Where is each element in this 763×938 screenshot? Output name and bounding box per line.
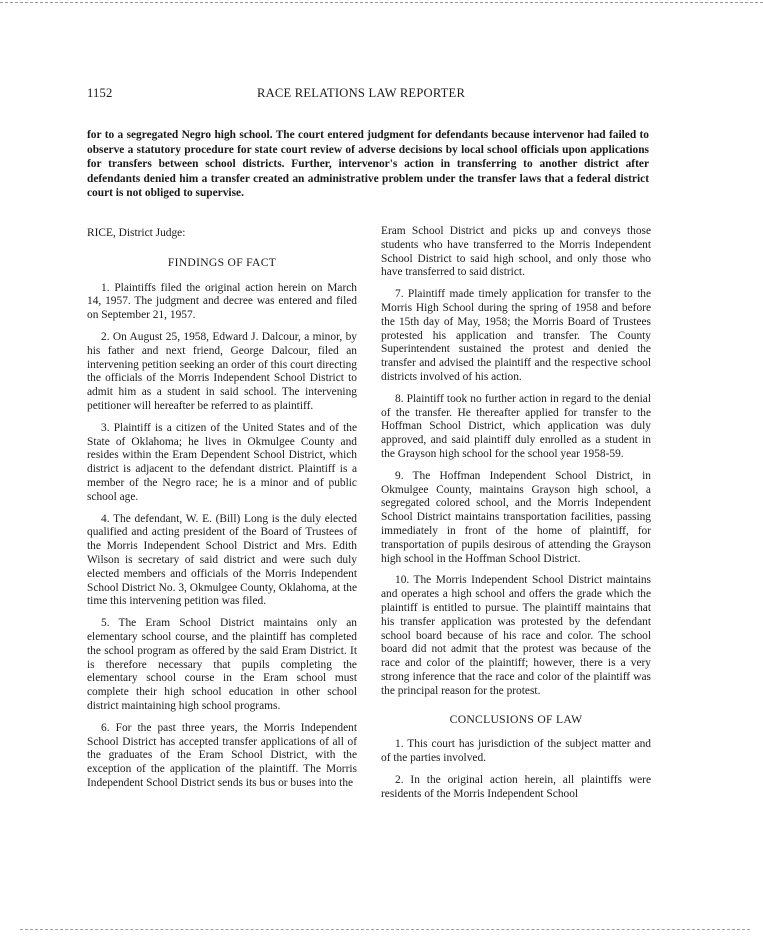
right-column	[381, 225, 651, 809]
running-head: RACE RELATIONS LAW REPORTER	[257, 86, 466, 100]
finding-paragraph: 2. On August 25, 1958, Edward J. Dalcour, a minor, by his father and next friend, George Dalcour, filed an intervening petition seeking an order of this court directing the officials of the Morris Independent School District to admit him as a student in said school. The intervening petitioner will hereafter be referred to as plaintiff.	[87, 330, 357, 412]
finding-paragraph: 3. Plaintiff is a citizen of the United States and of the State of Oklahoma; he lives in Okmulgee County and resides within the Eram Dependent School District, which district is adjacent to the defendant district. Plaintiff is a member of the Negro race; he is a minor and of public school age.	[87, 421, 357, 503]
finding-paragraph: 6. For the past three years, the Morris Independent School District has accepted transfer applications of all of the graduates of the Eram School District, with the exception of the application of the plaintiff. The Morris Independent School District sends its bus or buses into the	[87, 721, 357, 789]
page-number: 1152	[87, 86, 113, 100]
finding-paragraph: 5. The Eram School District maintains only an elementary school course, and the plaintiff has completed the school program as offered by the said Eram District. It is therefore necessary that pupils completing the elementary school course in the Eram school must complete their high school education in other school district maintaining high school programs.	[87, 617, 357, 712]
continuation-paragraph: Eram School District and picks up and conveys those students who have transferred to the Morris Independent School District to said high school, and only those who have transferred to said district.	[381, 225, 651, 279]
conclusions-heading: CONCLUSIONS OF LAW	[449, 712, 583, 726]
top-dashed-border	[0, 2, 763, 3]
judge-line: RICE, District Judge:	[87, 227, 186, 239]
finding-paragraph: 4. The defendant, W. E. (Bill) Long is the duly elected qualified and acting president of the Board of Trustees of the Morris Independent School District and Mrs. Edith Wilson is secretary of said district and were such duly elected members and officials of the Morris Independent School District No. 3, Okmulgee County, Oklahoma, at the time this intervening petition was filed.	[87, 512, 357, 608]
conclusion-paragraph: 2. In the original action herein, all plaintiffs were residents of the Morris Independent School	[381, 773, 651, 800]
finding-paragraph: 7. Plaintiff made timely application for transfer to the Morris High School during the spring of 1958 and before the 15th day of May, 1958; the Morris Board of Trustees protested his application and transfer. The County Superintendent sustained the protest and denied the transfer and advised the plaintiff and the respective school districts involved of his action.	[381, 288, 651, 383]
headnote: for to a segregated Negro high school. The court entered judgment for defendants because intervenor had failed to observe a statutory procedure for state court review of adverse decisions by local school officials upon applications for transfers between school districts. Further, intervenor's action in transferring to another district after defendants denied him a transfer created an administrative problem under the transfer laws that a federal district court is not obliged to supervise.	[87, 129, 649, 200]
finding-paragraph: 1. Plaintiffs filed the original action herein on March 14, 1957. The judgment and decree was entered and filed on September 21, 1957.	[87, 281, 357, 322]
left-column	[87, 227, 357, 799]
bottom-dashed-border	[20, 929, 750, 930]
finding-paragraph: 10. The Morris Independent School District maintains and operates a high school and offers the grade which the plaintiff is entitled to pursue. The plaintiff maintains that his transfer application was protested by the defendant school board because of his race and color. The school board did not admit that the protest was because of the race and color of the plaintiff; however, there is a very strong inference that the race and color of the plaintiff was the principal reason for the protest.	[381, 574, 651, 697]
conclusion-paragraph: 1. This court has jurisdiction of the subject matter and of the parties involved.	[381, 738, 651, 765]
findings-heading: FINDINGS OF FACT	[167, 255, 277, 269]
finding-paragraph: 9. The Hoffman Independent School District, in Okmulgee County, maintains Grayson high school, a segregated colored school, and the Morris Independent School District maintains transportation facilities, passing immediately in front of the home of plaintiff, for transportation of pupils desirous of attending the Grayson high school in the Hoffman School District.	[381, 469, 651, 565]
finding-paragraph: 8. Plaintiff took no further action in regard to the denial of the transfer. He thereafter applied for transfer to the Hoffman School District, which application was duly approved, and said plaintiff duly enrolled as a student in the Grayson high school for the school year 1958-59.	[381, 392, 651, 460]
